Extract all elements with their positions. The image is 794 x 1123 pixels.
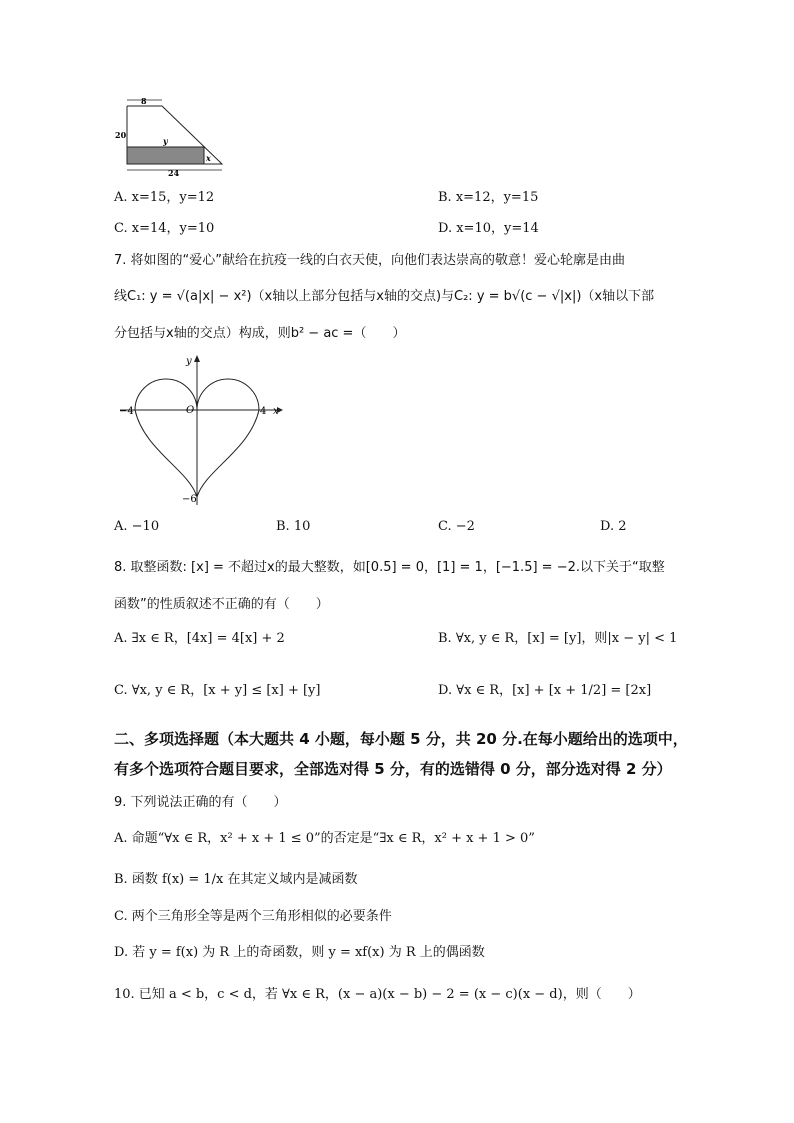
q9-option-a[interactable]: A. 命题“∀x ∈ R，x² + x + 1 ≤ 0”的否定是“∃x ∈ R，x² + x + 1 > 0” xyxy=(114,831,535,846)
q10-stem: 10. 已知 a < b，c < d，若 ∀x ∈ R，(x − a)(x − b) − 2 = (x − c)(x − d)，则（ ） xyxy=(114,987,641,1002)
section2-heading-line1: 二、多项选择题（本大题共 4 小题，每小题 5 分，共 20 分.在每小题给出的选项中， xyxy=(114,730,688,748)
q8-option-b[interactable]: B. ∀x, y ∈ R，[x] = [y]，则|x − y| < 1 xyxy=(438,631,678,646)
y-axis-label: y xyxy=(186,356,192,367)
x-axis-label: x xyxy=(273,406,279,417)
q7-stem-line3: 分包括与x轴的交点）构成，则b² − ac =（ ） xyxy=(114,326,406,341)
q8-option-c[interactable]: C. ∀x, y ∈ R，[x + y] ≤ [x] + [y] xyxy=(114,683,321,698)
q6-option-c[interactable]: C. x=14，y=10 xyxy=(114,221,215,236)
x-neg-label: −4 xyxy=(119,406,134,417)
q9-option-c[interactable]: C. 两个三角形全等是两个三角形相似的必要条件 xyxy=(114,909,392,924)
q7-stem-line1: 7. 将如图的“爱心”献给在抗疫一线的白衣天使，向他们表达崇高的敬意！爱心轮廓是由曲 xyxy=(114,253,626,268)
q8-option-a[interactable]: A. ∃x ∈ R，[4x] = 4[x] + 2 xyxy=(114,631,285,646)
q7-option-c[interactable]: C. −2 xyxy=(438,519,475,534)
q9-option-d[interactable]: D. 若 y = f(x) 为 R 上的奇函数，则 y = xf(x) 为 R 上的偶函数 xyxy=(114,945,485,960)
q8-option-d[interactable]: D. ∀x ∈ R，[x] + [x + 1/2] = [2x] xyxy=(438,683,652,698)
q6-option-b[interactable]: B. x=12，y=15 xyxy=(438,190,539,205)
q9-stem: 9. 下列说法正确的有（ ） xyxy=(114,795,287,810)
bottom-length-label: 24 xyxy=(168,168,180,178)
q6-option-d[interactable]: D. x=10，y=14 xyxy=(438,221,539,236)
q7-option-d[interactable]: D. 2 xyxy=(600,519,627,534)
trapezoid-figure xyxy=(110,94,230,180)
q9-option-b[interactable]: B. 函数 f(x) = 1/x 在其定义域内是减函数 xyxy=(114,872,358,887)
origin-label: O xyxy=(186,405,195,416)
y-min-label: −6 xyxy=(182,494,197,505)
section2-heading-line2: 有多个选项符合题目要求，全部选对得 5 分，有的选错得 0 分，部分选对得 2 分） xyxy=(114,760,672,778)
q7-option-b[interactable]: B. 10 xyxy=(276,519,311,534)
x-label: x xyxy=(206,153,211,163)
left-length-label: 20 xyxy=(115,130,127,140)
q7-stem-line2: 线C₁: y = √(a|x| − x²)（x轴以上部分包括与x轴的交点)与C₂: y = b√(c − √|x|)（x轴以下部 xyxy=(114,289,655,304)
q8-stem-line2: 函数”的性质叙述不正确的有（ ） xyxy=(114,597,329,612)
q6-option-a[interactable]: A. x=15，y=12 xyxy=(114,190,215,205)
q8-stem-line1: 8. 取整函数: [x] = 不超过x的最大整数，如[0.5] = 0，[1] = 1，[−1.5] = −2.以下关于“取整 xyxy=(114,560,665,575)
heart-graph xyxy=(115,350,290,510)
x-pos-label: 4 xyxy=(260,406,267,417)
shaded-rectangle xyxy=(127,147,204,164)
top-length-label: 8 xyxy=(141,96,147,106)
y-label: y xyxy=(163,136,168,146)
q7-option-a[interactable]: A. −10 xyxy=(114,519,160,534)
